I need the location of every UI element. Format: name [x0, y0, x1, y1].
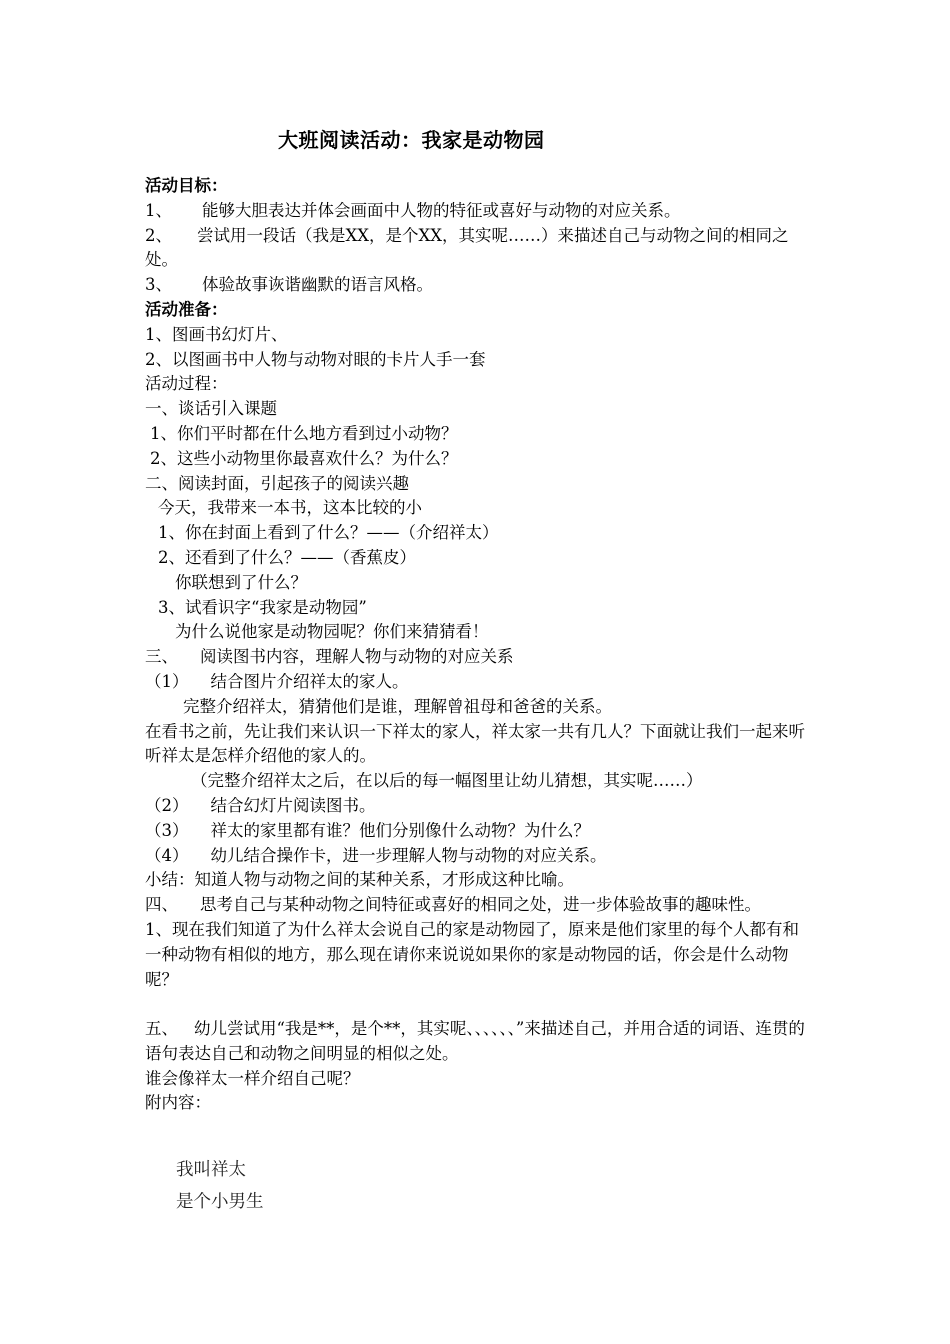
section3-heading: 阅读图书内容，理解人物与动物的对应关系: [200, 647, 514, 667]
section3-step-1-note: （完整介绍祥太之后，在以后的每一幅图里让幼儿猜想，其实呢……）: [191, 771, 703, 791]
goals-heading: 活动目标：: [145, 176, 228, 195]
step-number: （3）: [145, 820, 189, 840]
step-text: 结合幻灯片阅读图书。: [210, 795, 376, 815]
goal-number: 2、: [145, 225, 172, 245]
section3-step-2: [145, 794, 815, 819]
appendix-content: [176, 1154, 264, 1218]
section2-question-3: 3、试看识字“我家是动物园”: [158, 597, 367, 617]
section1-heading: 一、谈话引入课题: [145, 399, 277, 419]
preparation-heading: 活动准备：: [145, 299, 228, 319]
section5-heading-line: [145, 1017, 815, 1067]
section2-question-2: 2、还看到了什么？——（香蕉皮）: [158, 547, 416, 567]
section3-step-1: [145, 670, 815, 695]
document-body: [145, 174, 815, 1116]
goal-number: 1、: [145, 200, 172, 220]
section3-step-1-detail: 完整介绍祥太，猜猜他们是谁，理解曾祖母和爸爸的关系。: [183, 696, 612, 716]
section4-heading: 思考自己与某种动物之间特征或喜好的相同之处，进一步体验故事的趣味性。: [200, 895, 761, 915]
blank-line: [145, 992, 815, 1017]
step-text: 幼儿结合操作卡，进一步理解人物与动物的对应关系。: [210, 845, 607, 865]
step-text: 祥太的家里都有谁？他们分别像什么动物？为什么？: [210, 820, 590, 840]
section5-number: 五、: [145, 1019, 178, 1039]
section3-step-1-paragraph: 在看书之前，先让我们来认识一下祥太的家人，祥太家一共有几人？下面就让我们一起来听听祥太是怎样介绍他的家人的。: [145, 721, 805, 766]
section3-summary: 小结：知道人物与动物之间的某种关系，才形成这种比喻。: [145, 870, 574, 890]
section5-question: 谁会像祥太一样介绍自己呢？: [145, 1068, 360, 1088]
section2-heading: 二、阅读封面，引起孩子的阅读兴趣: [145, 473, 409, 493]
goal-text: 尝试用一段话（我是XX，是个XX，其实呢……）来描述自己与动物之间的相同之处。: [145, 225, 789, 270]
section4-heading-line: [145, 893, 815, 918]
goal-text: 体验故事诙谐幽默的语言风格。: [202, 275, 433, 295]
section3-heading-line: [145, 645, 815, 670]
process-heading: 活动过程：: [145, 374, 228, 394]
section2-intro: 今天，我带来一本书，这本比较的小: [158, 498, 422, 518]
step-text: 结合图片介绍祥太的家人。: [210, 671, 409, 691]
appendix-line-1: 我叫祥太: [176, 1160, 246, 1180]
goal-number: 3、: [145, 275, 172, 295]
preparation-item-1: 1、图画书幻灯片、: [145, 324, 288, 344]
section2-question-3b: 为什么说他家是动物园呢？你们来猜猜看！: [175, 622, 489, 642]
section4-number: 四、: [145, 895, 178, 915]
step-number: （4）: [145, 845, 189, 865]
section1-question-2: 2、这些小动物里你最喜欢什么？为什么？: [150, 448, 458, 468]
step-number: （2）: [145, 795, 189, 815]
section4-paragraph: 1、现在我们知道了为什么祥太会说自己的家是动物园了，原来是他们家里的每个人都有和一种动物有相似的地方，那么现在请你来说说如果你的家是动物园的话，你会是什么动物呢？: [145, 919, 799, 989]
section2-question-1: 1、你在封面上看到了什么？——（介绍祥太）: [158, 523, 499, 543]
step-number: （1）: [145, 671, 189, 691]
section2-question-2b: 你联想到了什么？: [175, 572, 307, 592]
section1-question-1: 1、你们平时都在什么地方看到过小动物？: [150, 423, 458, 443]
section3-number: 三、: [145, 647, 178, 667]
section3-step-4: [145, 844, 815, 869]
appendix-line-2: 是个小男生: [176, 1192, 264, 1212]
goal-text: 能够大胆表达并体会画面中人物的特征或喜好与动物的对应关系。: [202, 200, 681, 220]
section5-heading: 幼儿尝试用“我是**，是个**，其实呢、、、、、、”来描述自己，并用合适的词语、连贯的语句表达自己和动物之间明显的相似之处。: [145, 1019, 805, 1063]
document-title: 大班阅读活动：我家是动物园: [278, 128, 545, 152]
goal-item-1: [145, 199, 815, 224]
goal-item-2: [145, 224, 815, 274]
section3-step-3: [145, 819, 815, 844]
appendix-heading: 附内容：: [145, 1093, 211, 1113]
goal-item-3: [145, 273, 815, 298]
preparation-item-2: 2、以图画书中人物与动物对眼的卡片人手一套: [145, 349, 486, 369]
